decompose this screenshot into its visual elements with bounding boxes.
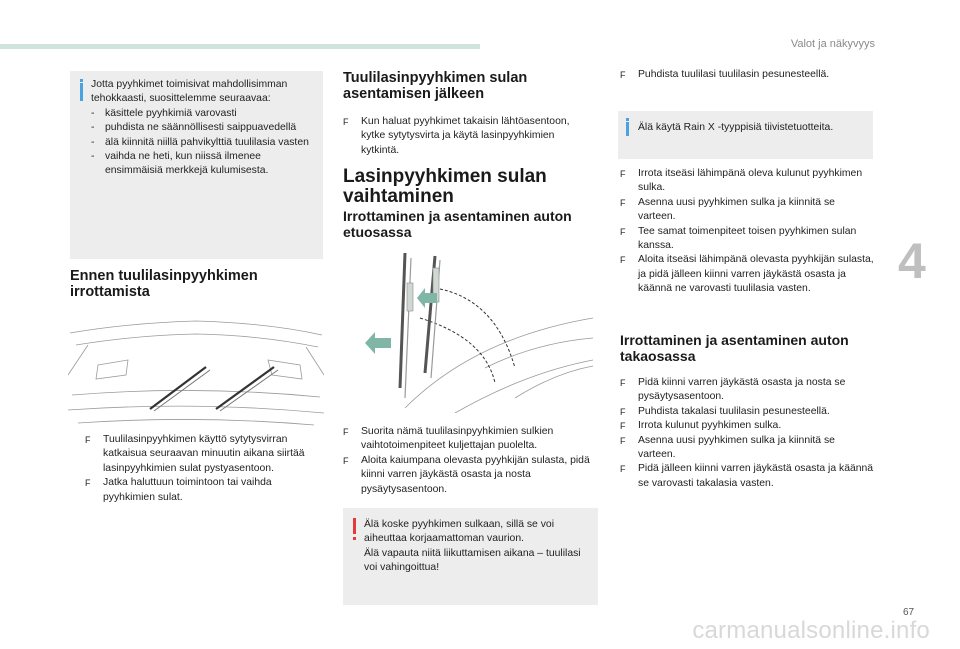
info-icon [626,122,629,136]
front-steps [343,425,598,497]
list-item: F Pidä jälleen kiinni varren jäykästä osasta ja käännä se varovasti takalasia vasten. [620,463,874,489]
warning-text: Älä koske pyyhkimen sulkaan, sillä se voi aiheuttaa korjaamattoman vaurion. [364,519,555,545]
list-item: F Aloita kaiumpana olevasta pyyhkijän sulasta, pidä kiinni varren jäykästä osasta ja nosta pysäytysasentoon. [343,454,590,495]
info-icon [80,83,83,101]
list-item: F Irrota kulunut pyyhkimen sulka. [620,420,782,432]
before-removal-steps [85,433,321,505]
info-box [618,111,873,159]
rear-steps [620,376,875,491]
list-item: F Asenna uusi pyyhkimen sulka ja kiinnitä se varteen. [620,434,835,461]
warning-box [343,508,598,605]
info-icon-dot [626,118,629,121]
info-text: Älä käytä Rain X -tyyppisiä tiivistetuotteita. [638,122,834,133]
watermark: carmanualsonline.info [692,617,930,644]
heading-after-install: Tuulilasinpyyhkimen sulan asentamisen jälkeen [343,70,528,102]
list-item: F Tuulilasinpyyhkimen käyttö sytytysvirran katkaisua seuraavan minuutin aikana siirtää lasinpyyhkimien sulat pystyasentoon. [85,434,305,474]
list-item: F Puhdista tuulilasi tuulilasin pesunesteellä. [620,69,830,80]
notice-item: - puhdista ne säännöllisesti saippuavedellä [91,122,297,134]
heading-front: Irrottaminen ja asentaminen auton etuosassa [343,208,572,240]
list-item: F Puhdista takalasi tuulilasin pesunesteellä. [620,405,830,417]
warning-icon-dot [353,537,356,540]
windscreen-wipers-illustration [68,315,324,430]
wiper-lift-illustration [345,248,595,413]
right-top-steps [620,68,875,82]
list-item: F Aloita itseäsi lähimpänä olevasta pyyhkijän sulasta, ja pidä jälleen kiinni varren jäykästä osasta ja käännä ne varovasti tuulilasia vasten. [620,254,874,295]
list-item: F Kun haluat pyyhkimet takaisin lähtöasentoon, kytke sytytysvirta ja käytä lasinpyyhkimien kytkintä. [343,116,570,156]
info-icon-dot [80,79,83,82]
right-steps [620,167,875,297]
page-number: 67 [903,607,915,618]
after-install-steps [343,115,593,158]
notice-intro: Jotta pyyhkimet toimisivat mahdollisimman tehokkaasti, suosittelemme seuraavaa: [91,79,288,105]
tips-notice-box [70,71,323,259]
header-accent-bar [0,44,480,49]
list-item: F Asenna uusi pyyhkimen sulka ja kiinnitä se varteen. [620,196,835,223]
section-title: Valot ja näkyvyys [790,38,875,50]
heading-rear: Irrottaminen ja asentaminen auton takaosassa [620,332,849,364]
heading-blade-replacement: Lasinpyyhkimen sulan vaihtaminen [343,166,547,207]
list-item: F Irrota itseäsi lähimpänä oleva kulunut pyyhkimen sulka. [620,168,863,194]
list-item: F Pidä kiinni varren jäykästä osasta ja nosta se pysäytysasentoon. [620,377,846,403]
list-item: F Tee samat toimenpiteet toisen pyyhkimen sulan kanssa. [620,225,857,252]
list-item: F Suorita nämä tuulilasinpyyhkimien sulkien vaihtotoimenpiteet kuljettajan puolelta. [343,426,554,452]
notice-item: - älä kiinnitä niillä pahvikylttiä tuulilasia vasten [91,136,309,148]
warning-icon [353,518,356,534]
list-item: F Jatka haluttuun toimintoon tai vaihda pyyhkimien sulat. [85,477,272,503]
chapter-number: 4 [898,233,926,289]
notice-item: - vaihda ne heti, kun niissä ilmenee ensimmäisiä merkkejä kulumisesta. [91,151,269,177]
warning-text: Älä vapauta niitä liikuttamisen aikana – tuulilasi voi vahingoittua! [364,547,581,574]
heading-before-removal: Ennen tuulilasinpyyhkimen irrottamista [70,268,258,300]
notice-item: - käsittele pyyhkimiä varovasti [91,107,237,119]
